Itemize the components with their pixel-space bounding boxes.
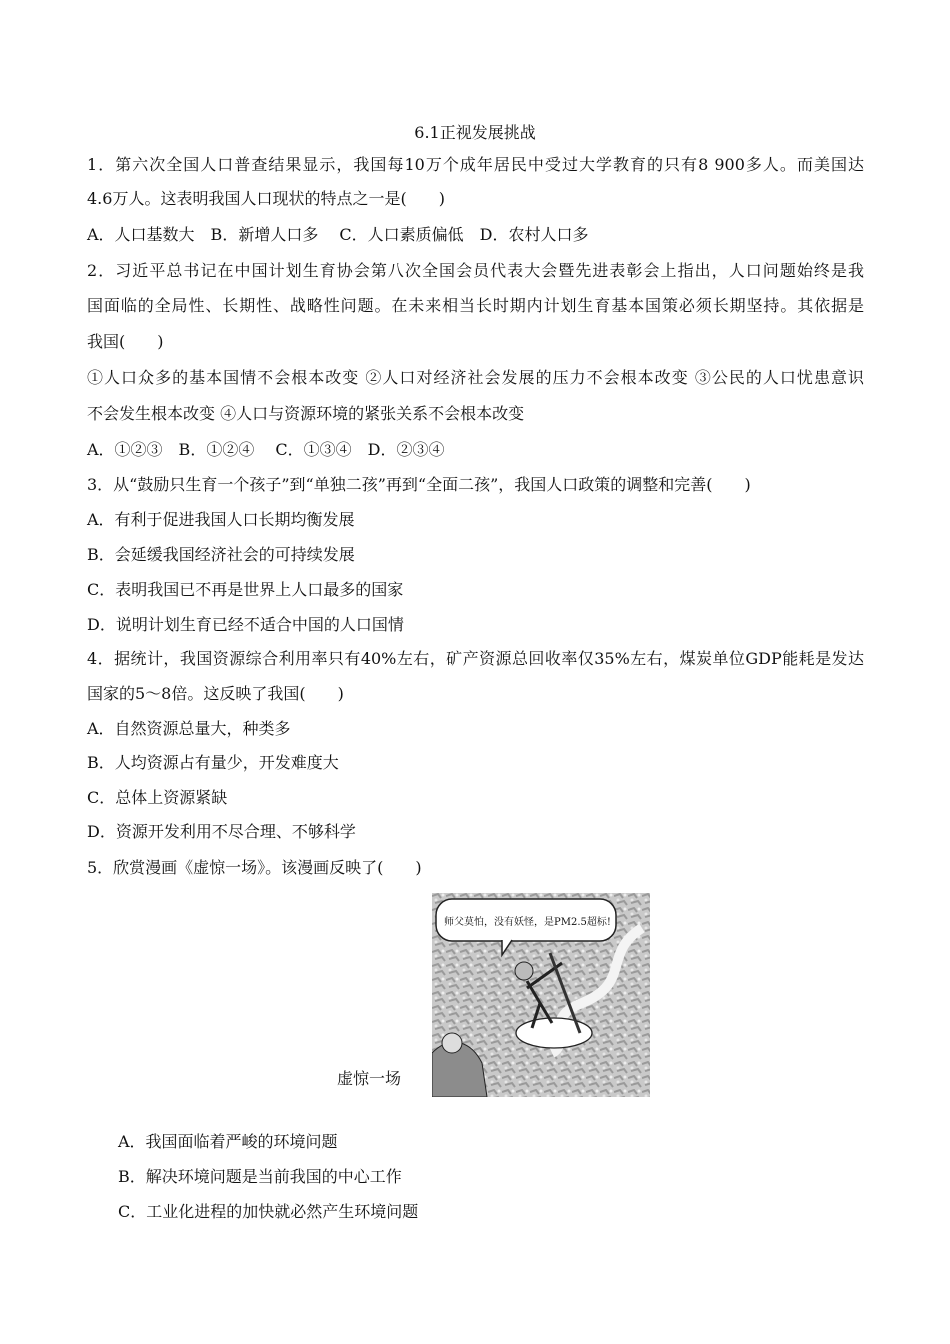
question-2-options: A．①②③ B．①②④ C．①③④ D．②③④ — [87, 440, 445, 459]
question-5-option-b: B．解决环境问题是当前我国的中心工作 — [118, 1167, 402, 1186]
question-2-statements-1: ①人口众多的基本国情不会根本改变 ②人口对经济社会发展的压力不会根本改变 ③公民的人口忧患意识 — [87, 368, 864, 387]
question-1-line-2: 4.6万人。这表明我国人口现状的特点之一是( ) — [87, 189, 445, 208]
question-2-statements-2: 不会发生根本改变 ④人口与资源环境的紧张关系不会根本改变 — [87, 404, 525, 423]
question-1-line-1: 1．第六次全国人口普查结果显示，我国每10万个成年居民中受过大学教育的只有8 900多人。而美国达 — [87, 155, 864, 174]
question-4-line-1: 4．据统计，我国资源综合利用率只有40%左右，矿产资源总回收率仅35%左右，煤炭单位GDP能耗是发达 — [87, 649, 864, 668]
question-2-line-2: 国面临的全局性、长期性、战略性问题。在未来相当长时期内计划生育基本国策必须长期坚持。其依据是 — [87, 296, 864, 315]
question-4-option-a: A．自然资源总量大，种类多 — [87, 719, 291, 738]
question-5-option-a: A．我国面临着严峻的环境问题 — [118, 1132, 338, 1151]
question-4-option-c: C．总体上资源紧缺 — [87, 788, 228, 807]
question-4-line-2: 国家的5～8倍。这反映了我国( ) — [87, 684, 344, 703]
question-1-options: A．人口基数大 B．新增人口多 C．人口素质偏低 D．农村人口多 — [87, 225, 589, 244]
question-3-option-b: B．会延缓我国经济社会的可持续发展 — [87, 545, 355, 564]
cartoon-caption: 虚惊一场 — [337, 1069, 402, 1088]
page-title: 6.1正视发展挑战 — [414, 123, 536, 142]
question-3-option-a: A．有利于促进我国人口长期均衡发展 — [87, 510, 355, 529]
speech-bubble-text: 师父莫怕，没有妖怪，是PM2.5超标! — [444, 917, 611, 928]
question-3-option-c: C．表明我国已不再是世界上人口最多的国家 — [87, 580, 404, 599]
question-4-option-b: B．人均资源占有量少，开发难度大 — [87, 753, 339, 772]
question-5-stem: 5．欣赏漫画《虚惊一场》。该漫画反映了( ) — [87, 858, 422, 877]
question-4-option-d: D．资源开发利用不尽合理、不够科学 — [87, 822, 356, 841]
question-2-line-3: 我国( ) — [87, 332, 164, 351]
question-3-stem: 3．从“鼓励只生育一个孩子”到“单独二孩”再到“全面二孩”，我国人口政策的调整和完善( ) — [87, 475, 751, 494]
question-5-option-c: C．工业化进程的加快就必然产生环境问题 — [118, 1202, 419, 1221]
question-2-line-1: 2．习近平总书记在中国计划生育协会第八次全国会员代表大会暨先进表彰会上指出，人口问题始终是我 — [87, 261, 864, 280]
cartoon-image — [432, 893, 650, 1097]
question-3-option-d: D．说明计划生育已经不适合中国的人口国情 — [87, 615, 404, 634]
